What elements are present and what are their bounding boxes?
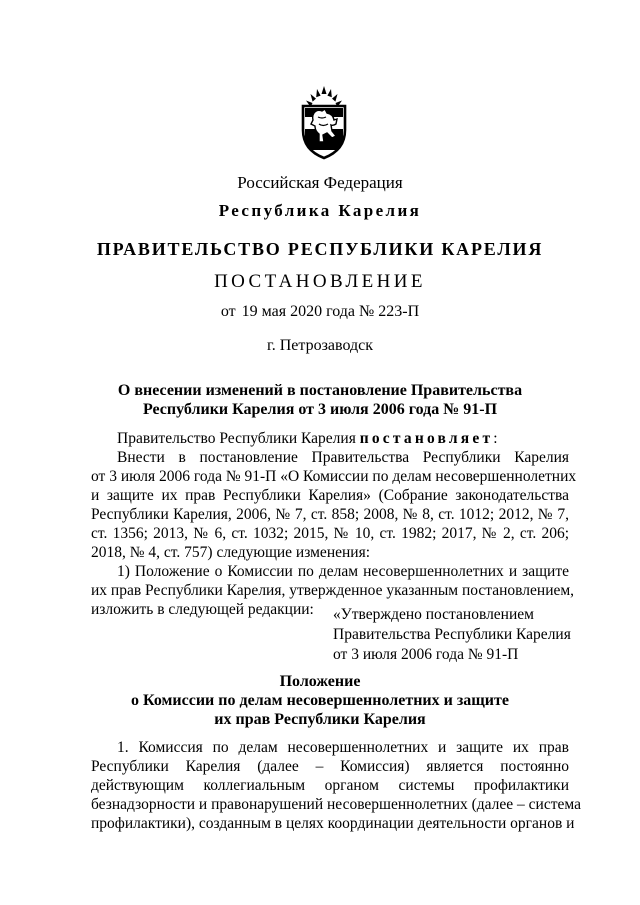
paragraph-line: их прав Республики Карелия, утвержденное указанным постановлением, <box>91 582 575 599</box>
paragraph-line: Внести в постановление Правительства Республики Карелия <box>117 449 569 466</box>
paragraph-line: ст. 1356; 2013, № 6, ст. 1032; 2015, № 10, ст. 1982; 2017, № 2, ст. 206; <box>91 525 569 542</box>
paragraph-line: действующим коллегиальным органом системы профилактики <box>91 777 569 794</box>
paragraph-line: Республики Карелия, 2006, № 7, ст. 858; 2008, № 8, ст. 1012; 2012, № 7, <box>91 506 569 523</box>
preamble-colon: : <box>493 430 498 447</box>
paragraph-line: 1. Комиссия по делам несовершеннолетних и защите их прав <box>117 739 569 756</box>
country-name: Российская Федерация <box>237 173 403 192</box>
republic-name: Республика Карелия <box>218 201 422 220</box>
paragraph-line: Республики Карелия (далее – Комиссия) является постоянно <box>91 758 569 775</box>
regulation-title-line: их прав Республики Карелия <box>214 711 426 728</box>
document-subject <box>0 381 640 419</box>
preamble <box>117 430 569 448</box>
city-name: г. Петрозаводск <box>266 337 374 354</box>
document-date-line <box>0 303 640 321</box>
preamble-keyword: постановляет <box>359 430 494 447</box>
date-prefix: от <box>220 303 236 320</box>
paragraph-line: 1) Положение о Комиссии по делам несовершеннолетних и защите <box>117 563 569 580</box>
subject-line: О внесении изменений в постановление Правительства <box>117 382 523 399</box>
preamble-text: Правительство Республики Карелия <box>117 430 356 447</box>
regulation-title-line: Положение <box>279 673 361 690</box>
approval-line: «Утверждено постановлением <box>333 606 534 623</box>
karelia-coat-of-arms-emblem <box>296 86 352 160</box>
paragraph-line: профилактики), созданным в целях координации деятельности органов и <box>91 815 575 832</box>
approval-block <box>333 606 571 666</box>
paragraph-line: безнадзорности и правонарушений несовершеннолетних (далее – система <box>91 796 581 813</box>
paragraph-line: от 3 июля 2006 года № 91-П «О Комиссии по делам несовершеннолетних <box>91 468 577 485</box>
subject-line: Республики Карелия от 3 июля 2006 года № 91-П <box>142 401 498 418</box>
approval-line: Правительства Республики Карелия <box>333 626 571 643</box>
paragraph-line: изложить в следующей редакции: <box>91 601 314 618</box>
paragraph-line: и защите их прав Республики Карелия» (Собрание законодательства <box>91 487 569 504</box>
regulation-title <box>0 672 640 729</box>
government-title: ПРАВИТЕЛЬСТВО РЕСПУБЛИКИ КАРЕЛИЯ <box>96 239 544 259</box>
regulation-title-line: о Комиссии по делам несовершеннолетних и защите <box>131 692 509 709</box>
document-type: ПОСТАНОВЛЕНИЕ <box>214 271 426 292</box>
approval-line: от 3 июля 2006 года № 91-П <box>333 646 519 663</box>
paragraph-line: 2018, № 4, ст. 757) следующие изменения: <box>91 544 371 561</box>
date-and-number: 19 мая 2020 года № 223-П <box>241 303 420 320</box>
